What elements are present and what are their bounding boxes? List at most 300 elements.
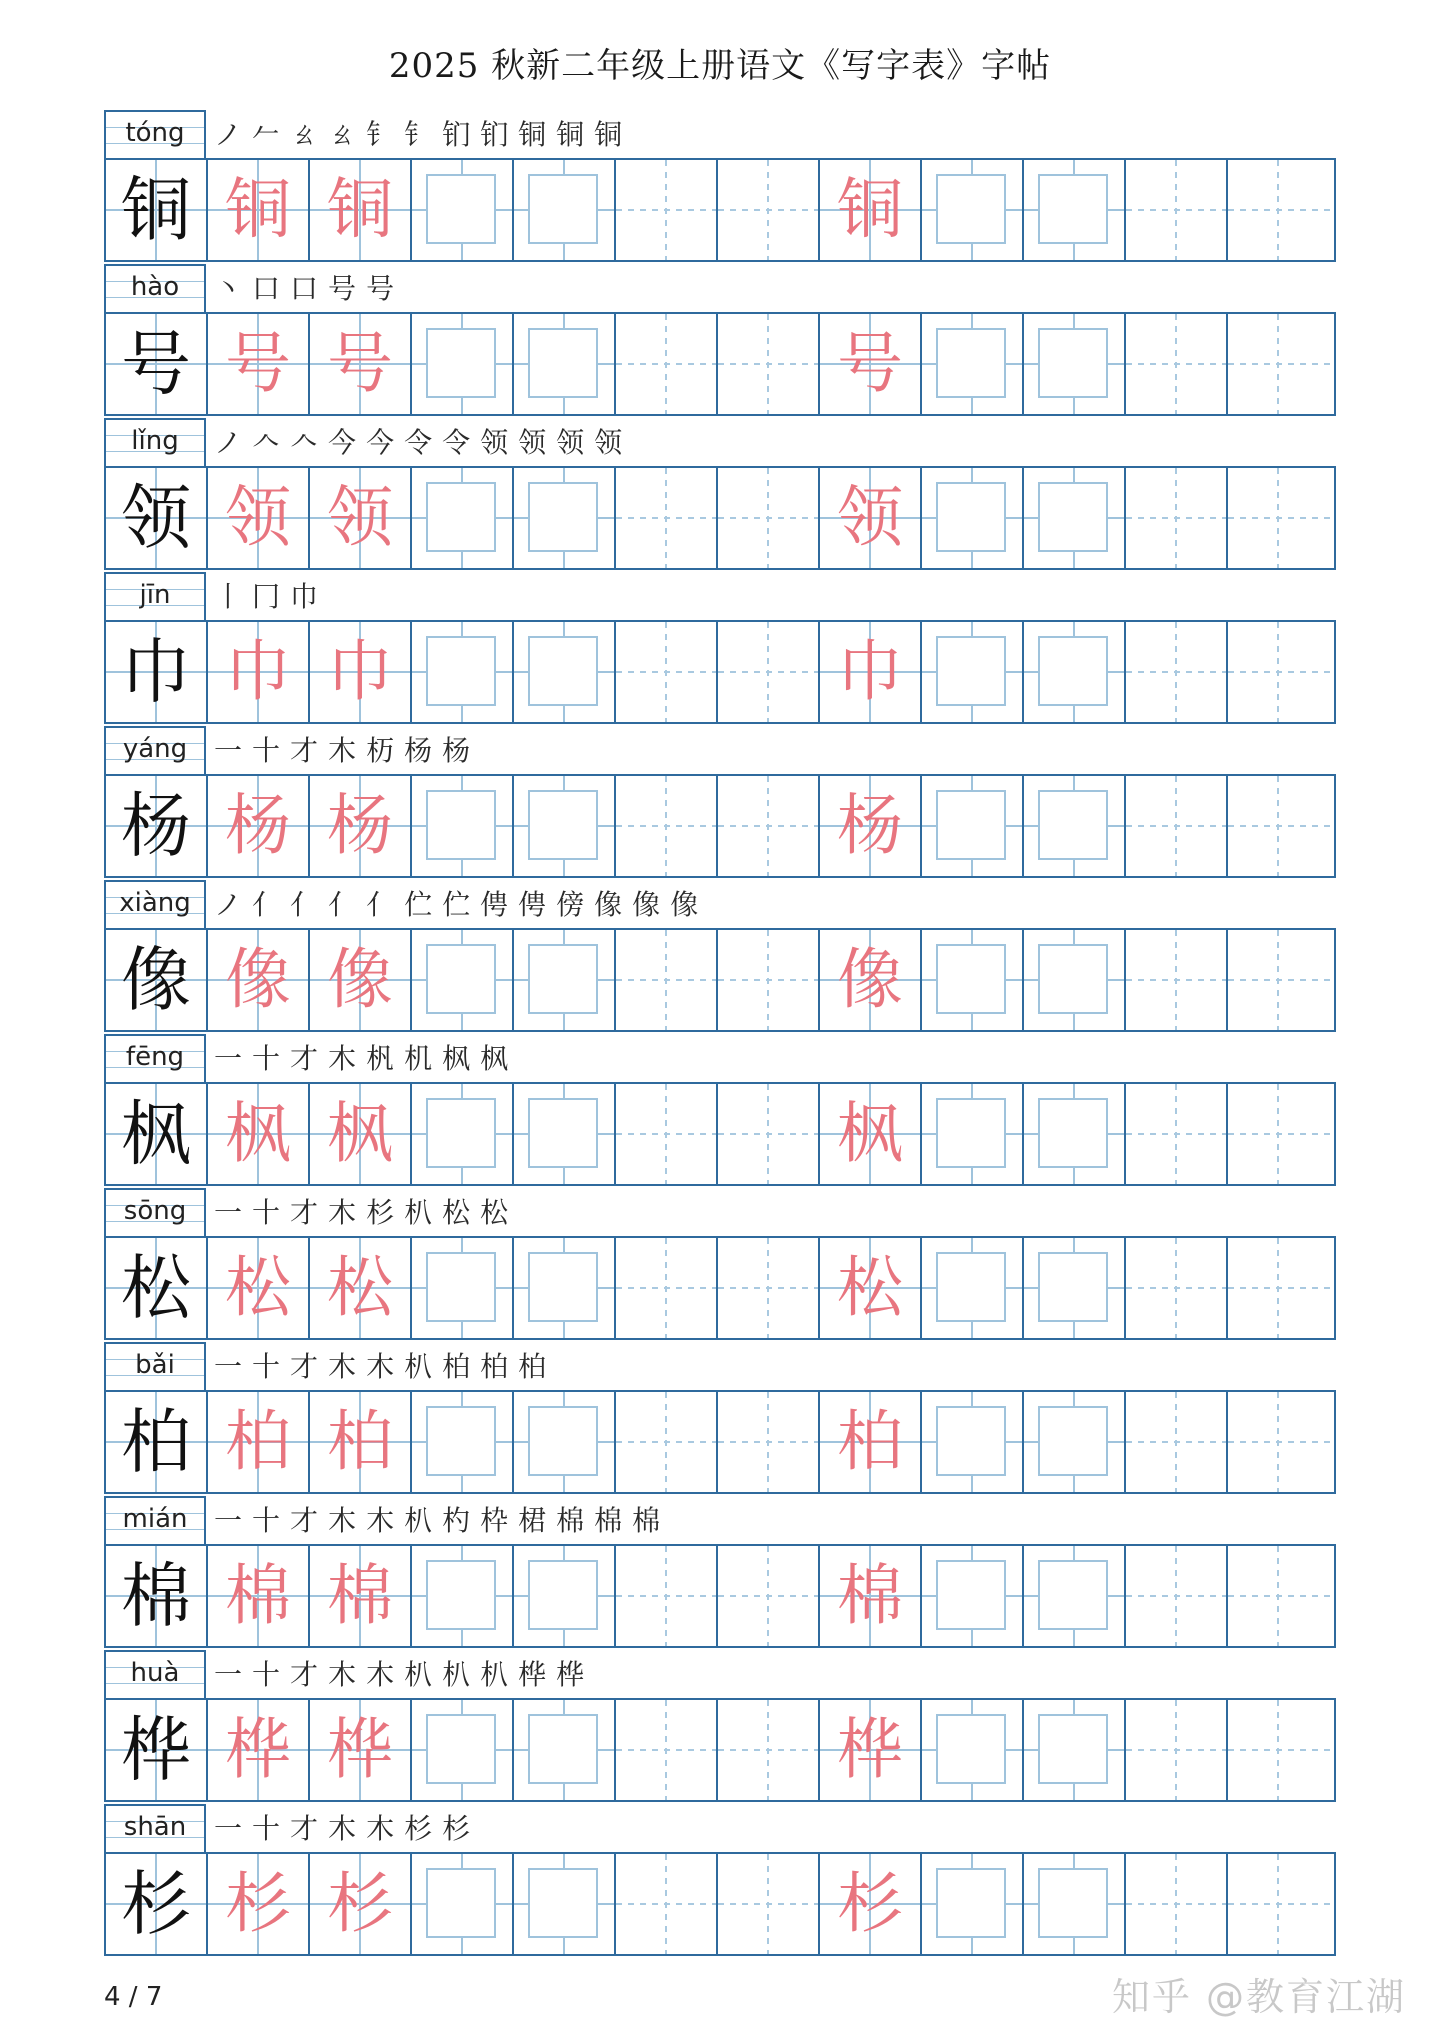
stroke-step: 朳 [404, 1350, 443, 1383]
practice-cell[interactable] [922, 1084, 1024, 1184]
trace-char-cell [820, 776, 922, 876]
trace-char-cell [310, 1084, 412, 1184]
pinyin-label: shān [123, 1812, 187, 1842]
inner-square [936, 944, 1006, 1014]
trace-char-cell [820, 1238, 922, 1338]
model-char: 领 [121, 477, 191, 559]
stroke-step: 一 [214, 1812, 253, 1845]
practice-cell[interactable] [1228, 1392, 1330, 1492]
pinyin-box [104, 1650, 206, 1698]
stroke-step: 亻 [328, 888, 367, 921]
stroke-step: 号 [328, 272, 367, 305]
model-char-cell [106, 1546, 208, 1646]
writing-grid-row [104, 1852, 1336, 1956]
practice-cell[interactable] [412, 1084, 514, 1184]
stroke-step: ノ [214, 118, 253, 151]
stroke-step: 铜 [518, 118, 557, 151]
practice-cell[interactable] [514, 1238, 616, 1338]
inner-square [936, 1714, 1006, 1784]
inner-square [426, 482, 496, 552]
stroke-step: 朳 [404, 1658, 443, 1691]
stroke-step: 亻 [366, 888, 405, 921]
trace-char: 铜 [837, 171, 903, 248]
practice-cell[interactable] [718, 1854, 820, 1954]
stroke-step: 亻 [252, 888, 291, 921]
practice-cell[interactable] [1126, 1392, 1228, 1492]
trace-char: 桦 [327, 1711, 393, 1788]
stroke-step: 朳 [404, 1196, 443, 1229]
page-number: 4 / 7 [104, 1982, 163, 2012]
practice-cell[interactable] [1228, 468, 1330, 568]
stroke-step: 十 [252, 1504, 291, 1537]
practice-cell[interactable] [514, 1700, 616, 1800]
practice-cell[interactable] [1024, 622, 1126, 722]
stroke-step: 丨 [214, 580, 253, 613]
model-char-cell [106, 160, 208, 260]
trace-char: 杨 [327, 787, 393, 864]
trace-char-cell [820, 930, 922, 1030]
practice-cell[interactable] [514, 1392, 616, 1492]
char-entry [104, 1034, 1336, 1188]
practice-cell[interactable] [1024, 314, 1126, 414]
trace-char: 桦 [225, 1711, 291, 1788]
inner-square [426, 790, 496, 860]
stroke-step: 才 [290, 1504, 329, 1537]
stroke-step: 丶 [214, 272, 253, 305]
inner-square [936, 1560, 1006, 1630]
trace-char: 巾 [225, 633, 291, 710]
trace-char: 巾 [327, 633, 393, 710]
practice-cell[interactable] [718, 1238, 820, 1338]
practice-cell[interactable] [616, 1700, 718, 1800]
pinyin-label: xiàng [119, 888, 191, 918]
inner-square [1038, 790, 1108, 860]
inner-square [426, 1406, 496, 1476]
stroke-step: 才 [290, 1196, 329, 1229]
stroke-step: 十 [252, 1196, 291, 1229]
trace-char: 柏 [327, 1403, 393, 1480]
stroke-step: 十 [252, 1812, 291, 1845]
inner-square [426, 174, 496, 244]
stroke-step: 冂 [252, 580, 291, 613]
stroke-step: 口 [290, 272, 329, 305]
trace-char: 松 [225, 1249, 291, 1326]
stroke-step: 棉 [556, 1504, 595, 1537]
stroke-step: 俜 [518, 888, 557, 921]
practice-cell[interactable] [616, 622, 718, 722]
practice-cell[interactable] [1126, 1238, 1228, 1338]
practice-cell[interactable] [412, 1546, 514, 1646]
inner-square [528, 1406, 598, 1476]
practice-cell[interactable] [922, 1854, 1024, 1954]
practice-cell[interactable] [412, 930, 514, 1030]
practice-cell[interactable] [412, 1854, 514, 1954]
practice-cell[interactable] [922, 1700, 1024, 1800]
model-char: 杉 [121, 1863, 191, 1945]
stroke-order [214, 420, 632, 466]
practice-cell[interactable] [1126, 1084, 1228, 1184]
practice-sheet [104, 110, 1336, 1958]
stroke-step: 钅 [404, 118, 443, 151]
stroke-step: 今 [366, 426, 405, 459]
practice-cell[interactable] [514, 930, 616, 1030]
trace-char-cell [208, 468, 310, 568]
stroke-step: 木 [328, 1504, 367, 1537]
practice-cell[interactable] [412, 1238, 514, 1338]
inner-square [936, 1406, 1006, 1476]
inner-square [1038, 174, 1108, 244]
pinyin-box [104, 726, 206, 774]
practice-cell[interactable] [616, 314, 718, 414]
practice-cell[interactable] [616, 930, 718, 1030]
stroke-order [214, 882, 708, 928]
practice-cell[interactable] [922, 776, 1024, 876]
stroke-step: ㄠ [328, 118, 367, 151]
practice-cell[interactable] [922, 468, 1024, 568]
practice-cell[interactable] [616, 1084, 718, 1184]
model-char: 桦 [121, 1709, 191, 1791]
trace-char-cell [820, 314, 922, 414]
trace-char: 像 [225, 941, 291, 1018]
trace-char: 棉 [225, 1557, 291, 1634]
trace-char-cell [820, 468, 922, 568]
stroke-order [214, 1806, 480, 1852]
practice-cell[interactable] [616, 1392, 718, 1492]
stroke-step: 木 [366, 1658, 405, 1691]
trace-char-cell [310, 1854, 412, 1954]
trace-char: 号 [225, 325, 291, 402]
inner-square [528, 944, 598, 1014]
stroke-step: 𠆢 [290, 426, 329, 459]
model-char-cell [106, 1238, 208, 1338]
trace-char-cell [208, 930, 310, 1030]
trace-char-cell [820, 1084, 922, 1184]
inner-square [1038, 1868, 1108, 1938]
stroke-step: 木 [328, 1196, 367, 1229]
stroke-step: 令 [404, 426, 443, 459]
trace-char: 棉 [837, 1557, 903, 1634]
practice-cell[interactable] [1126, 160, 1228, 260]
practice-cell[interactable] [1126, 314, 1228, 414]
stroke-step: 十 [252, 734, 291, 767]
practice-cell[interactable] [514, 1854, 616, 1954]
stroke-step: 杨 [442, 734, 481, 767]
practice-cell[interactable] [1024, 1546, 1126, 1646]
practice-cell[interactable] [616, 160, 718, 260]
inner-square [1038, 944, 1108, 1014]
stroke-step: 亻 [290, 888, 329, 921]
practice-cell[interactable] [1024, 468, 1126, 568]
trace-char: 柏 [837, 1403, 903, 1480]
practice-cell[interactable] [718, 468, 820, 568]
trace-char-cell [310, 930, 412, 1030]
practice-cell[interactable] [1228, 1700, 1330, 1800]
char-entry [104, 110, 1336, 264]
stroke-step: 木 [366, 1350, 405, 1383]
writing-grid-row [104, 928, 1336, 1032]
writing-grid-row [104, 1544, 1336, 1648]
practice-cell[interactable] [1228, 314, 1330, 414]
trace-char-cell [310, 314, 412, 414]
trace-char-cell [208, 160, 310, 260]
trace-char-cell [208, 622, 310, 722]
practice-cell[interactable] [1228, 622, 1330, 722]
stroke-step: 伫 [404, 888, 443, 921]
practice-cell[interactable] [412, 1392, 514, 1492]
writing-grid-row [104, 1236, 1336, 1340]
stroke-step: 今 [328, 426, 367, 459]
practice-cell[interactable] [412, 160, 514, 260]
stroke-step: 朳 [442, 1658, 481, 1691]
stroke-step: 杋 [366, 1042, 405, 1075]
practice-cell[interactable] [1024, 1084, 1126, 1184]
practice-cell[interactable] [514, 622, 616, 722]
model-char-cell [106, 930, 208, 1030]
model-char-cell [106, 1700, 208, 1800]
stroke-step: 一 [214, 1350, 253, 1383]
stroke-step: 伫 [442, 888, 481, 921]
practice-cell[interactable] [1126, 930, 1228, 1030]
practice-cell[interactable] [718, 1084, 820, 1184]
trace-char-cell [820, 1854, 922, 1954]
stroke-step: 杓 [442, 1504, 481, 1537]
stroke-step: 杤 [366, 734, 405, 767]
stroke-step: 口 [252, 272, 291, 305]
stroke-step: 十 [252, 1350, 291, 1383]
practice-cell[interactable] [616, 1546, 718, 1646]
trace-char: 领 [327, 479, 393, 556]
practice-cell[interactable] [514, 314, 616, 414]
trace-char-cell [208, 776, 310, 876]
trace-char-cell [820, 1546, 922, 1646]
inner-square [1038, 636, 1108, 706]
pinyin-label: mián [122, 1504, 188, 1534]
pinyin-label: huà [130, 1658, 180, 1688]
trace-char-cell [208, 1546, 310, 1646]
model-char-cell [106, 1854, 208, 1954]
inner-square [936, 482, 1006, 552]
inner-square [1038, 1252, 1108, 1322]
stroke-step: 棉 [632, 1504, 671, 1537]
trace-char: 号 [837, 325, 903, 402]
practice-cell[interactable] [718, 1700, 820, 1800]
practice-cell[interactable] [922, 622, 1024, 722]
inner-square [936, 636, 1006, 706]
model-char: 柏 [121, 1401, 191, 1483]
practice-cell[interactable] [1024, 776, 1126, 876]
stroke-step: 才 [290, 1812, 329, 1845]
inner-square [528, 1252, 598, 1322]
practice-cell[interactable] [718, 1392, 820, 1492]
practice-cell[interactable] [1228, 930, 1330, 1030]
model-char: 像 [121, 939, 191, 1021]
practice-cell[interactable] [514, 468, 616, 568]
writing-grid-row [104, 1082, 1336, 1186]
model-char: 杨 [121, 785, 191, 867]
stroke-step: 才 [290, 734, 329, 767]
trace-char-cell [820, 1392, 922, 1492]
char-entry [104, 1496, 1336, 1650]
inner-square [426, 1252, 496, 1322]
practice-cell[interactable] [616, 1854, 718, 1954]
stroke-order [214, 112, 632, 158]
practice-cell[interactable] [412, 622, 514, 722]
stroke-step: 桦 [518, 1658, 557, 1691]
practice-cell[interactable] [1024, 930, 1126, 1030]
stroke-step: 令 [442, 426, 481, 459]
practice-cell[interactable] [616, 776, 718, 876]
inner-square [528, 1560, 598, 1630]
practice-cell[interactable] [718, 776, 820, 876]
practice-cell[interactable] [1228, 1546, 1330, 1646]
practice-cell[interactable] [616, 468, 718, 568]
pinyin-label: sōng [123, 1196, 187, 1226]
practice-cell[interactable] [514, 1084, 616, 1184]
practice-cell[interactable] [616, 1238, 718, 1338]
stroke-order [214, 1498, 670, 1544]
trace-char: 柏 [225, 1403, 291, 1480]
stroke-step: 杨 [404, 734, 443, 767]
inner-square [426, 1560, 496, 1630]
practice-cell[interactable] [1024, 1392, 1126, 1492]
pinyin-label: hào [130, 272, 180, 302]
model-char: 巾 [121, 631, 191, 713]
inner-square [528, 1868, 598, 1938]
practice-cell[interactable] [1228, 160, 1330, 260]
inner-square [1038, 328, 1108, 398]
stroke-step: 枫 [480, 1042, 519, 1075]
practice-cell[interactable] [1228, 1084, 1330, 1184]
pinyin-box [104, 110, 206, 158]
practice-cell[interactable] [1024, 160, 1126, 260]
inner-square [426, 1098, 496, 1168]
pinyin-label: jīn [139, 580, 171, 610]
practice-cell[interactable] [1126, 776, 1228, 876]
practice-cell[interactable] [1228, 1238, 1330, 1338]
pinyin-box [104, 880, 206, 928]
trace-char: 枫 [327, 1095, 393, 1172]
trace-char-cell [208, 1700, 310, 1800]
trace-char: 桦 [837, 1711, 903, 1788]
practice-cell[interactable] [718, 1546, 820, 1646]
stroke-step: 杉 [404, 1812, 443, 1845]
pinyin-box [104, 1034, 206, 1082]
practice-cell[interactable] [1126, 1546, 1228, 1646]
stroke-step: 朳 [480, 1658, 519, 1691]
stroke-step: 枠 [480, 1504, 519, 1537]
inner-square [426, 636, 496, 706]
inner-square [936, 1098, 1006, 1168]
inner-square [426, 328, 496, 398]
practice-cell[interactable] [922, 1392, 1024, 1492]
practice-cell[interactable] [514, 776, 616, 876]
model-char-cell [106, 1084, 208, 1184]
stroke-step: 杉 [442, 1812, 481, 1845]
pinyin-label: fēng [125, 1042, 185, 1072]
stroke-step: 木 [328, 1350, 367, 1383]
trace-char-cell [208, 1854, 310, 1954]
practice-cell[interactable] [718, 622, 820, 722]
practice-cell[interactable] [412, 314, 514, 414]
stroke-step: 铜 [556, 118, 595, 151]
stroke-step: 朳 [404, 1504, 443, 1537]
stroke-step: 松 [442, 1196, 481, 1229]
practice-cell[interactable] [922, 1546, 1024, 1646]
practice-cell[interactable] [922, 1238, 1024, 1338]
practice-cell[interactable] [922, 160, 1024, 260]
practice-cell[interactable] [1228, 1854, 1330, 1954]
inner-square [426, 1714, 496, 1784]
practice-cell[interactable] [1024, 1700, 1126, 1800]
inner-square [528, 174, 598, 244]
practice-cell[interactable] [412, 776, 514, 876]
practice-cell[interactable] [514, 160, 616, 260]
stroke-step: 领 [480, 426, 519, 459]
practice-cell[interactable] [1126, 1854, 1228, 1954]
trace-char: 松 [837, 1249, 903, 1326]
trace-char: 枫 [837, 1095, 903, 1172]
practice-cell[interactable] [1126, 622, 1228, 722]
stroke-step: 俜 [480, 888, 519, 921]
practice-cell[interactable] [514, 1546, 616, 1646]
pinyin-label: lǐng [131, 426, 179, 456]
stroke-step: 木 [328, 1042, 367, 1075]
stroke-step: 十 [252, 1042, 291, 1075]
pinyin-label: yáng [122, 734, 188, 764]
stroke-step: 像 [670, 888, 709, 921]
trace-char-cell [310, 1392, 412, 1492]
practice-cell[interactable] [718, 160, 820, 260]
inner-square [1038, 1098, 1108, 1168]
stroke-step: 一 [214, 734, 253, 767]
trace-char: 杉 [837, 1865, 903, 1942]
stroke-step: 铜 [594, 118, 633, 151]
practice-cell[interactable] [412, 1700, 514, 1800]
char-entry [104, 1342, 1336, 1496]
trace-char: 巾 [837, 633, 903, 710]
practice-cell[interactable] [1024, 1238, 1126, 1338]
stroke-step: 钔 [480, 118, 519, 151]
trace-char: 枫 [225, 1095, 291, 1172]
trace-char: 像 [837, 941, 903, 1018]
practice-cell[interactable] [412, 468, 514, 568]
char-entry [104, 418, 1336, 572]
practice-cell[interactable] [1024, 1854, 1126, 1954]
trace-char: 杉 [327, 1865, 393, 1942]
practice-cell[interactable] [922, 930, 1024, 1030]
practice-cell[interactable] [1228, 776, 1330, 876]
char-entry [104, 572, 1336, 726]
model-char-cell [106, 468, 208, 568]
inner-square [1038, 1714, 1108, 1784]
stroke-step: 木 [328, 1812, 367, 1845]
practice-cell[interactable] [718, 930, 820, 1030]
model-char-cell [106, 622, 208, 722]
trace-char-cell [208, 1084, 310, 1184]
pinyin-box [104, 1496, 206, 1544]
trace-char-cell [310, 622, 412, 722]
stroke-step: 木 [366, 1812, 405, 1845]
practice-cell[interactable] [718, 314, 820, 414]
practice-cell[interactable] [922, 314, 1024, 414]
practice-cell[interactable] [1126, 1700, 1228, 1800]
stroke-step: 像 [594, 888, 633, 921]
writing-grid-row [104, 466, 1336, 570]
stroke-step: 领 [556, 426, 595, 459]
stroke-order [214, 1190, 518, 1236]
practice-cell[interactable] [1126, 468, 1228, 568]
trace-char: 号 [327, 325, 393, 402]
